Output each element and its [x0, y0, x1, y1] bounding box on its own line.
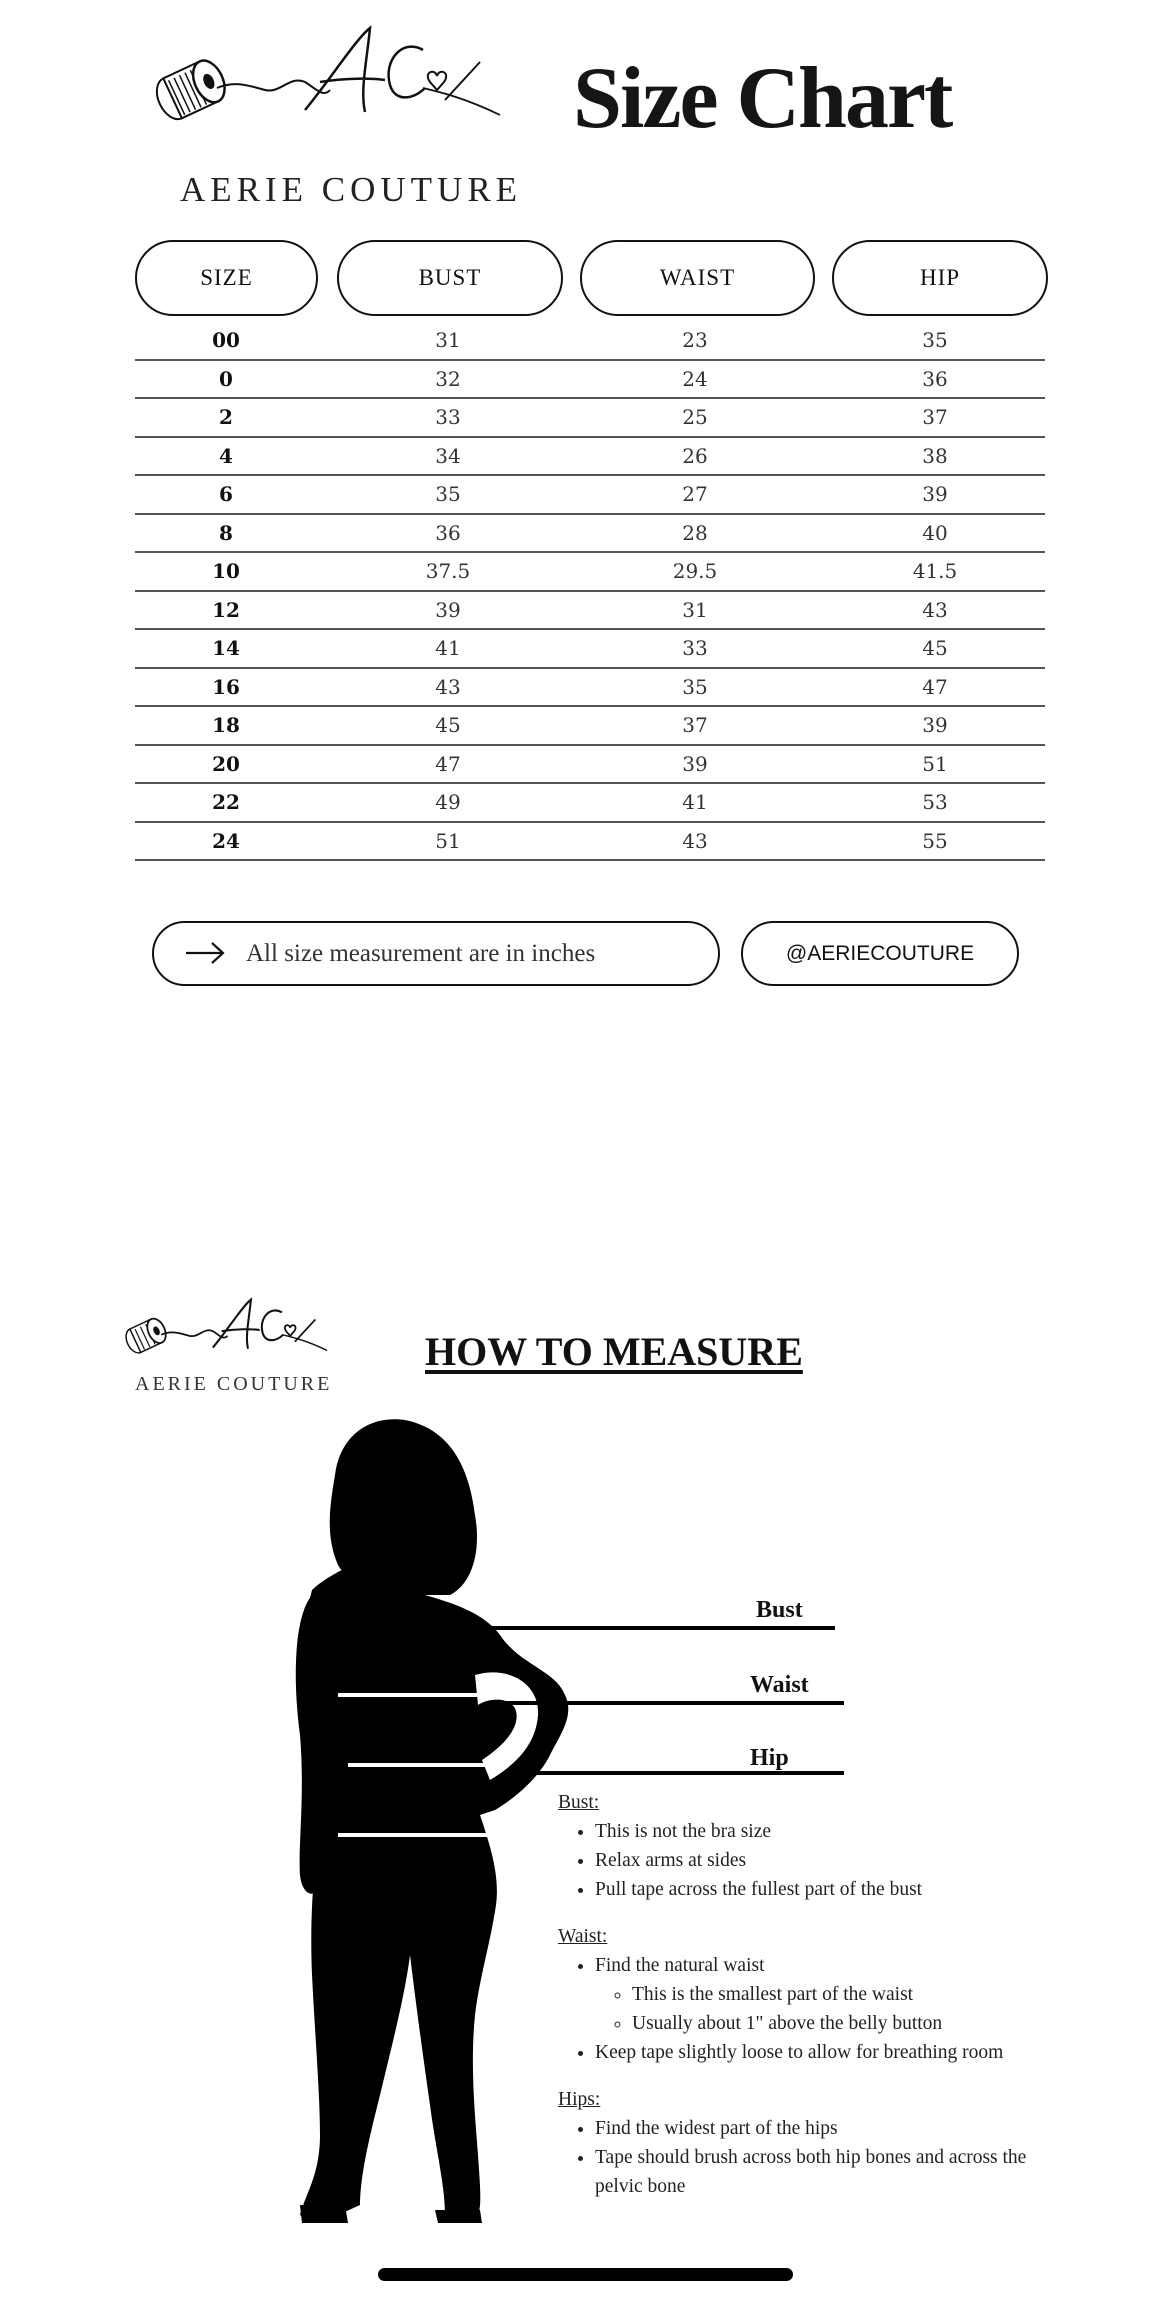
table-cell-bust: 35 [435, 482, 461, 506]
measure-instructions [558, 1788, 1058, 2201]
thread-spool-icon [125, 1290, 330, 1370]
list-item: • Relax arms at sides [595, 1846, 1058, 1875]
table-cell-waist: 33 [682, 636, 708, 660]
waist-heading: Waist: [558, 1926, 608, 1947]
table-row [135, 630, 1045, 669]
hips-heading: Hips: [558, 2089, 601, 2110]
table-cell-hip: 43 [922, 597, 948, 622]
table-cell-size: 14 [212, 636, 240, 660]
list-item: • Tape should brush across both hip bones and across the pelvic bone [595, 2143, 1058, 2201]
table-cell-bust: 32 [435, 366, 461, 391]
table-cell-hip: 47 [922, 674, 948, 699]
column-header-size: SIZE [135, 240, 318, 316]
table-row [135, 746, 1045, 785]
table-cell-bust: 39 [435, 597, 461, 622]
list-item: ◦ This is the smallest part of the waist [632, 1980, 1058, 2009]
arrow-right-icon [184, 937, 226, 969]
list-item: • Pull tape across the fullest part of the bust [595, 1875, 1058, 1904]
table-cell-hip: 37 [922, 405, 948, 429]
waist-list [558, 1951, 1058, 2067]
table-row [135, 784, 1045, 823]
table-cell-hip: 41.5 [912, 559, 958, 583]
table-cell-size: 10 [212, 559, 240, 583]
size-table [135, 322, 1045, 861]
bust-line [487, 1626, 835, 1630]
table-cell-waist: 23 [682, 328, 708, 352]
table-cell-hip: 45 [922, 636, 948, 660]
table-cell-bust: 31 [435, 328, 461, 352]
table-cell-size: 00 [212, 328, 240, 352]
table-cell-size: 24 [212, 828, 240, 853]
waist-sublist [595, 1980, 1058, 2038]
list-item: • Find the widest part of the hips [595, 2114, 1058, 2143]
waist-label: Waist [750, 1672, 809, 1698]
brand-logo [155, 20, 523, 209]
table-cell-bust: 37.5 [425, 559, 471, 583]
table-cell-size: 12 [212, 597, 240, 622]
table-cell-waist: 39 [682, 751, 708, 776]
table-cell-bust: 36 [435, 520, 461, 545]
table-cell-hip: 39 [922, 482, 948, 506]
table-cell-waist: 31 [682, 597, 708, 622]
table-cell-bust: 34 [435, 443, 461, 468]
table-cell-waist: 43 [682, 828, 708, 853]
list-item: • Keep tape slightly loose to allow for breathing room [595, 2038, 1058, 2067]
home-indicator[interactable] [378, 2268, 793, 2281]
bust-heading: Bust: [558, 1792, 600, 1813]
table-row [135, 515, 1045, 554]
table-cell-bust: 45 [435, 713, 461, 737]
table-cell-size: 18 [212, 713, 240, 737]
needle-heart-icon [423, 62, 500, 115]
table-cell-waist: 37 [682, 713, 708, 737]
table-cell-bust: 47 [435, 751, 461, 776]
table-cell-bust: 43 [435, 674, 461, 699]
unit-note-text: All size measurement are in inches [246, 940, 596, 967]
table-row [135, 669, 1045, 708]
table-cell-hip: 38 [922, 443, 948, 468]
hip-line [522, 1771, 844, 1775]
thread-spool-icon [155, 20, 505, 140]
table-row [135, 438, 1045, 477]
table-cell-size: 2 [219, 405, 233, 429]
table-cell-hip: 39 [922, 713, 948, 737]
column-header-waist: WAIST [580, 240, 815, 316]
unit-note [152, 921, 720, 986]
table-cell-hip: 35 [922, 328, 948, 352]
brand-name-small: AERIE COUTURE [135, 1373, 333, 1395]
waist-line [487, 1701, 844, 1705]
table-cell-waist: 26 [682, 443, 708, 468]
table-cell-hip: 55 [922, 828, 948, 853]
table-cell-size: 8 [219, 520, 233, 545]
hip-label: Hip [750, 1745, 789, 1771]
table-row [135, 553, 1045, 592]
table-cell-size: 20 [212, 751, 240, 776]
brand-name: AERIE COUTURE [180, 170, 523, 209]
table-cell-waist: 27 [682, 482, 708, 506]
table-cell-hip: 51 [922, 751, 948, 776]
table-cell-hip: 36 [922, 366, 948, 391]
bust-label: Bust [756, 1597, 803, 1623]
social-handle: @AERIECOUTURE [741, 921, 1019, 986]
table-cell-waist: 29.5 [672, 559, 718, 583]
hips-list [558, 2114, 1058, 2201]
table-cell-hip: 53 [922, 790, 948, 814]
table-cell-size: 4 [219, 443, 233, 468]
table-row [135, 592, 1045, 631]
table-row [135, 823, 1045, 862]
table-cell-waist: 41 [682, 790, 708, 814]
table-cell-waist: 35 [682, 674, 708, 699]
page-title: Size Chart [573, 50, 952, 147]
table-cell-bust: 33 [435, 405, 461, 429]
table-row [135, 322, 1045, 361]
table-cell-waist: 25 [682, 405, 708, 429]
section-title: HOW TO MEASURE [425, 1329, 803, 1374]
table-cell-waist: 28 [682, 520, 708, 545]
list-item: ◦ Usually about 1" above the belly button [632, 2009, 1058, 2038]
list-item: • Find the natural waist ◦ This is the smallest part of the waist ◦ Usually about 1" above the belly button [595, 1951, 1058, 2038]
table-cell-waist: 24 [682, 366, 708, 391]
table-row [135, 476, 1045, 515]
table-cell-size: 16 [212, 674, 240, 699]
list-item: • This is not the bra size [595, 1817, 1058, 1846]
table-cell-bust: 49 [435, 790, 461, 814]
table-row [135, 399, 1045, 438]
table-cell-size: 6 [219, 482, 233, 506]
column-header-hip: HIP [832, 240, 1048, 316]
table-cell-hip: 40 [922, 520, 948, 545]
table-cell-size: 22 [212, 790, 240, 814]
table-row [135, 707, 1045, 746]
bust-list [558, 1817, 1058, 1904]
table-cell-bust: 41 [435, 636, 461, 660]
column-header-bust: BUST [337, 240, 563, 316]
table-cell-size: 0 [219, 366, 233, 391]
table-cell-bust: 51 [435, 828, 461, 853]
table-row [135, 361, 1045, 400]
